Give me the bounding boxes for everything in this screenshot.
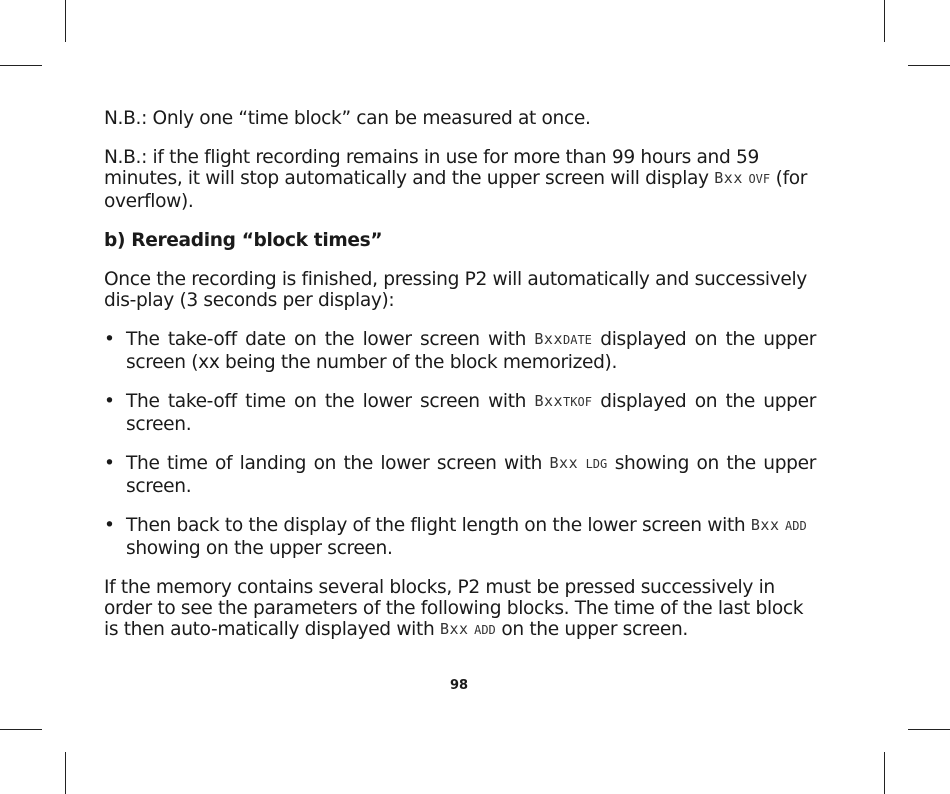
list-item-text: The take-off time on the lower screen with: [126, 391, 535, 412]
list-item-tail: displayed on the upper screen.: [126, 391, 816, 435]
block-code: Bxx: [439, 620, 469, 638]
lcd-date: DATE: [563, 333, 592, 347]
note-overflow-tail: (for overflow).: [104, 168, 808, 212]
block-code: Bxx: [714, 169, 743, 187]
block-code: Bxx: [534, 392, 564, 410]
lcd-add: ADD: [474, 623, 496, 637]
list-item: [104, 453, 816, 497]
note-single-block: N.B.: Only one “time block” can be measured at once.: [104, 108, 591, 129]
list-item-tail: displayed on the upper screen (xx being the number of the block memorized).: [126, 329, 816, 373]
crop-mark-top-left-vertical: [65, 0, 66, 42]
crop-mark-bottom-left-horizontal: [0, 729, 42, 730]
list-item-text: Then back to the display of the flight length on the lower screen with: [126, 515, 751, 536]
bullet-marker: •: [104, 391, 115, 412]
display-sequence-list: [104, 329, 816, 559]
lcd-add: ADD: [785, 519, 807, 533]
crop-mark-top-left-horizontal: [0, 65, 42, 66]
list-item-text: The time of landing on the lower screen with: [126, 453, 550, 474]
crop-mark-top-right-vertical: [884, 0, 885, 42]
closing-text: If the memory contains several blocks, P2 must be pressed successively in order to see the parameters of the following blocks. The time of the last block is then auto-matically displayed with: [104, 577, 804, 640]
bullet-marker: •: [104, 329, 115, 350]
note-overflow-text: N.B.: if the flight recording remains in use for more than 99 hours and 59 minutes, it will stop automatically and the upper screen will display: [104, 147, 759, 189]
list-item: [104, 391, 816, 435]
crop-mark-bottom-left-vertical: [65, 752, 66, 794]
list-item: [104, 329, 816, 373]
bullet-marker: •: [104, 515, 115, 536]
list-item-text: The take-off date on the lower screen with: [126, 329, 535, 350]
section-intro: Once the recording is finished, pressing P2 will automatically and successively dis-play (3 seconds per display):: [104, 269, 807, 311]
list-item: [104, 515, 816, 559]
lcd-ldg: LDG: [585, 457, 608, 471]
list-item-tail: showing on the upper screen.: [126, 453, 817, 497]
section-heading: b) Rereading “block times”: [104, 230, 383, 251]
note-overflow: [104, 147, 816, 212]
bullet-marker: •: [104, 453, 115, 474]
closing-paragraph: [104, 577, 816, 642]
closing-tail: on the upper screen.: [495, 619, 688, 640]
crop-mark-bottom-right-horizontal: [908, 729, 950, 730]
lcd-ovf: OVF: [748, 172, 771, 186]
crop-mark-top-right-horizontal: [908, 65, 950, 66]
lcd-tkof: TKOF: [563, 395, 592, 409]
block-code: Bxx: [750, 516, 780, 534]
block-code: Bxx: [534, 330, 563, 348]
spacer: [578, 453, 585, 474]
crop-mark-bottom-right-vertical: [884, 752, 885, 794]
block-code: Bxx: [549, 454, 579, 472]
list-item-tail: showing on the upper screen.: [126, 538, 393, 559]
page-number: 98: [449, 678, 469, 693]
page-body: [104, 108, 816, 642]
